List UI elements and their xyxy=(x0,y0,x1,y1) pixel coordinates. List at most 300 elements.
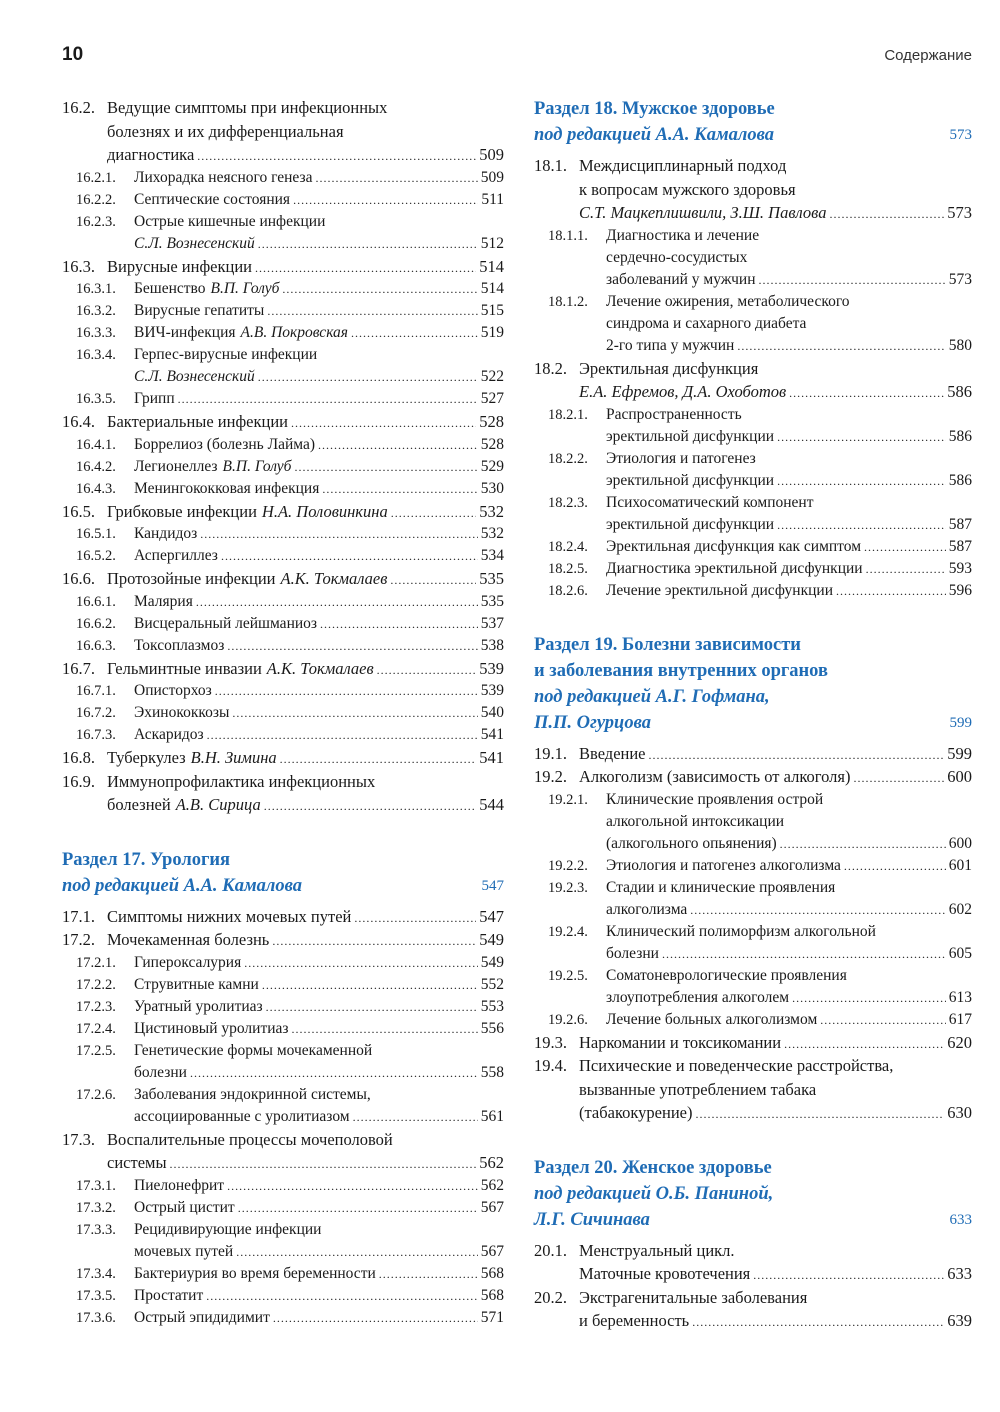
toc-line xyxy=(62,167,504,189)
entry-text xyxy=(606,987,972,1009)
toc-entry[interactable] xyxy=(534,448,972,492)
entry-text xyxy=(134,1197,504,1219)
entry-page: 528 xyxy=(480,435,504,453)
entry-title: болезнях и их дифференциальная xyxy=(107,121,344,141)
entry-number: 19.2.3. xyxy=(548,879,588,896)
dot-leader xyxy=(351,322,478,344)
toc-entry[interactable] xyxy=(534,742,972,766)
dot-leader xyxy=(354,907,476,931)
dot-leader xyxy=(197,145,476,169)
entry-text xyxy=(606,269,972,291)
entry-page: 541 xyxy=(480,726,504,743)
toc-line xyxy=(534,558,972,580)
dot-leader xyxy=(215,680,478,702)
entry-author: А.В. Сирица xyxy=(175,795,261,814)
entry-text xyxy=(606,247,972,269)
toc-entry[interactable] xyxy=(62,300,504,322)
toc-line xyxy=(62,1062,504,1084)
entry-number: 18.2.5. xyxy=(548,560,588,577)
toc-entry[interactable] xyxy=(62,657,504,681)
entry-text xyxy=(134,1219,504,1241)
toc-entry[interactable] xyxy=(62,567,504,591)
entry-text xyxy=(134,211,504,233)
section-title: Раздел 18. Мужское здоровье xyxy=(534,99,775,119)
toc-entry[interactable] xyxy=(62,434,504,456)
toc-entry[interactable] xyxy=(62,613,504,635)
entry-page: 596 xyxy=(948,581,972,599)
entry-title: Боррелиоз (болезнь Лайма) xyxy=(134,435,315,453)
dot-leader xyxy=(737,335,945,357)
entry-title: эректильной дисфункции xyxy=(606,515,775,533)
entry-page: 509 xyxy=(480,168,504,186)
dot-leader xyxy=(200,523,478,545)
entry-text xyxy=(134,233,504,255)
entry-number: 17.3.5. xyxy=(76,1287,116,1304)
dot-leader xyxy=(780,833,946,855)
entry-number: 16.7.1. xyxy=(76,683,116,699)
toc-line xyxy=(62,974,504,996)
entry-title: Диагностика и лечение xyxy=(606,226,760,244)
toc-entry[interactable] xyxy=(534,536,972,558)
entry-title: Заболевания эндокринной системы, xyxy=(134,1085,371,1103)
section-title: и заболевания внутренних органов xyxy=(534,660,828,681)
entry-title: Аспергиллез xyxy=(134,547,218,564)
entry-title: Аскаридоз xyxy=(134,726,204,743)
toc-entry[interactable] xyxy=(62,545,504,567)
toc-entry[interactable] xyxy=(62,456,504,478)
toc-line xyxy=(62,952,504,974)
toc-entry[interactable] xyxy=(534,291,972,357)
entry-title: Струвитные камни xyxy=(134,975,259,993)
toc-line xyxy=(534,1262,972,1286)
entry-title: (алкогольного опьянения) xyxy=(606,834,777,852)
entry-text xyxy=(134,952,504,974)
toc-entry[interactable] xyxy=(62,996,504,1018)
entry-text xyxy=(606,536,972,558)
entry-text xyxy=(606,833,972,855)
entry-number: 16.6. xyxy=(62,569,95,588)
entry-title: эректильной дисфункции xyxy=(606,471,775,489)
entry-number: 16.5.2. xyxy=(76,548,116,564)
toc-entry[interactable] xyxy=(62,680,504,702)
dot-leader xyxy=(353,1106,478,1128)
toc-entry[interactable] xyxy=(62,635,504,657)
dot-leader xyxy=(272,930,476,954)
section-editor-line xyxy=(534,122,972,148)
entry-page: 540 xyxy=(480,704,504,721)
entry-number: 17.2.4. xyxy=(76,1020,116,1037)
entry-text xyxy=(107,746,504,772)
entry-author: С.Л. Вознесенский xyxy=(134,368,255,385)
entry-text xyxy=(579,178,972,202)
dot-leader xyxy=(662,943,946,965)
entry-number: 17.3. xyxy=(62,1129,95,1149)
dot-leader xyxy=(258,233,478,255)
entry-title: болезней xyxy=(107,795,171,814)
entry-text xyxy=(606,404,972,426)
entry-title: Кандидоз xyxy=(134,525,198,542)
dot-leader xyxy=(391,502,477,526)
entry-number: 16.2. xyxy=(62,98,95,117)
toc-line xyxy=(62,567,504,591)
toc-line xyxy=(62,905,504,929)
entry-page: 519 xyxy=(480,324,504,341)
toc-line xyxy=(534,789,972,811)
toc-entry[interactable] xyxy=(62,523,504,545)
toc-entry[interactable] xyxy=(62,1219,504,1263)
toc-line xyxy=(534,1009,972,1031)
entry-page: 549 xyxy=(480,953,504,971)
section-heading[interactable] xyxy=(62,847,504,899)
entry-title: Острый эпидидимит xyxy=(134,1308,270,1326)
entry-title: Экстрагенитальные заболевания xyxy=(579,1287,808,1307)
entry-text xyxy=(107,1151,504,1177)
entry-page: 586 xyxy=(947,382,972,401)
entry-text xyxy=(134,189,504,211)
toc-entry[interactable] xyxy=(62,1084,504,1128)
toc-entry[interactable] xyxy=(62,928,504,952)
entry-text xyxy=(134,724,504,746)
toc-entry[interactable] xyxy=(534,765,972,789)
dot-leader xyxy=(262,974,478,996)
entry-number: 16.8. xyxy=(62,748,95,767)
toc-line xyxy=(62,456,504,478)
toc-entry[interactable] xyxy=(534,1054,972,1125)
entry-number: 17.3.1. xyxy=(76,1177,116,1194)
entry-number: 16.3.3. xyxy=(76,325,116,341)
toc-entry[interactable] xyxy=(534,404,972,448)
entry-title: Психические и поведенческие расстройства, xyxy=(579,1056,894,1075)
toc-line xyxy=(62,1151,504,1175)
toc-entry[interactable] xyxy=(534,357,972,404)
entry-text xyxy=(107,255,504,281)
entry-text xyxy=(579,1309,972,1335)
entry-text xyxy=(134,545,504,567)
section-heading[interactable] xyxy=(534,96,972,148)
entry-title: Лечение эректильной дисфункции xyxy=(606,581,833,599)
entry-text xyxy=(107,96,504,120)
toc-line xyxy=(534,921,972,943)
dot-leader xyxy=(320,613,478,635)
entry-page: 562 xyxy=(479,1153,504,1172)
entry-author: Е.А. Ефремов, Д.А. Охоботов xyxy=(579,382,787,401)
dot-leader xyxy=(854,767,945,791)
toc-right-column xyxy=(534,96,972,1333)
toc-entry[interactable] xyxy=(62,96,504,167)
entry-number: 18.2.4. xyxy=(548,538,588,555)
toc-line xyxy=(62,500,504,524)
entry-text xyxy=(606,492,972,514)
entry-number: 16.2.1. xyxy=(76,169,116,186)
dot-leader xyxy=(238,1197,478,1219)
toc-line xyxy=(62,189,504,211)
toc-entry[interactable] xyxy=(534,877,972,921)
section-editor-line xyxy=(534,1207,972,1233)
dot-leader xyxy=(227,1175,478,1197)
toc-entry[interactable] xyxy=(534,492,972,536)
entry-title: Бактериурия во время беременности xyxy=(134,1264,376,1282)
entry-page: 535 xyxy=(479,569,504,588)
toc-entry[interactable] xyxy=(534,1031,972,1055)
dot-leader xyxy=(777,514,946,536)
toc-line xyxy=(62,1040,504,1062)
toc-line xyxy=(534,1101,972,1125)
toc-line xyxy=(62,366,504,388)
entry-text xyxy=(606,943,972,965)
section-heading[interactable] xyxy=(534,632,972,736)
section-editor: Л.Г. Сичинава xyxy=(534,1209,650,1230)
entry-number: 18.2. xyxy=(534,358,567,378)
toc-entry[interactable] xyxy=(62,905,504,929)
toc-entry[interactable] xyxy=(62,591,504,613)
entry-text xyxy=(134,613,504,635)
entry-number: 16.6.2. xyxy=(76,615,116,632)
entry-text xyxy=(107,1128,504,1152)
section-editor-line xyxy=(534,710,972,736)
toc-line xyxy=(62,1307,504,1329)
entry-text xyxy=(606,921,972,943)
toc-entry[interactable] xyxy=(534,855,972,877)
entry-author: А.К. Токмалаев xyxy=(280,569,388,588)
entry-author: А.В. Покровская xyxy=(240,324,349,341)
entry-text xyxy=(606,899,972,921)
entry-number: 16.5.1. xyxy=(76,526,116,542)
toc-entry[interactable] xyxy=(534,558,972,580)
dot-leader xyxy=(379,1263,478,1285)
toc-line xyxy=(534,536,972,558)
entry-author: В.П. Голуб xyxy=(210,280,280,297)
entry-text xyxy=(606,470,972,492)
toc-entry[interactable] xyxy=(62,344,504,388)
toc-entry[interactable] xyxy=(62,255,504,279)
toc-line xyxy=(62,996,504,1018)
entry-text xyxy=(579,1031,972,1057)
entry-page: 600 xyxy=(948,834,972,852)
toc-entry[interactable] xyxy=(62,388,504,410)
entry-text xyxy=(134,1106,504,1128)
toc-line xyxy=(62,770,504,794)
entry-text xyxy=(606,558,972,580)
toc-line xyxy=(62,143,504,167)
entry-title: Лечение больных алкоголизмом xyxy=(606,1010,818,1028)
toc-entry[interactable] xyxy=(62,322,504,344)
toc-line xyxy=(534,335,972,357)
toc-entry[interactable] xyxy=(62,1285,504,1307)
entry-text xyxy=(134,591,504,613)
entry-text xyxy=(134,1062,504,1084)
entry-title: Острые кишечные инфекции xyxy=(134,212,326,230)
entry-text xyxy=(134,1241,504,1263)
toc-entry[interactable] xyxy=(534,580,972,602)
entry-text xyxy=(606,448,972,470)
entry-text xyxy=(134,478,504,500)
entry-text xyxy=(579,154,972,178)
toc-line xyxy=(62,1128,504,1152)
entry-number: 17.3.2. xyxy=(76,1199,116,1216)
toc-line xyxy=(534,899,972,921)
entry-title: Грибковые инфекции xyxy=(107,501,257,521)
toc-line xyxy=(534,811,972,833)
entry-page: 528 xyxy=(479,412,504,431)
entry-title: Малярия xyxy=(134,592,193,610)
entry-page: 605 xyxy=(948,944,972,962)
section-editor: под редакцией О.Б. Паниной, xyxy=(534,1183,774,1204)
entry-text xyxy=(134,996,504,1018)
entry-title: Соматоневрологические проявления xyxy=(606,966,847,984)
toc-line xyxy=(534,855,972,877)
entry-text xyxy=(134,300,504,322)
entry-text xyxy=(606,426,972,448)
entry-title: Септические состояния xyxy=(134,190,291,208)
entry-title: Алкоголизм (зависимость от алкоголя) xyxy=(579,767,851,786)
entry-number: 20.1. xyxy=(534,1240,567,1260)
entry-page: 549 xyxy=(479,930,504,949)
entry-title: Эректильная дисфункция xyxy=(579,358,759,378)
dot-leader xyxy=(759,269,946,291)
toc-line xyxy=(62,211,504,233)
entry-title: Мочекаменная болезнь xyxy=(107,930,270,949)
dot-leader xyxy=(792,987,946,1009)
toc-entry[interactable] xyxy=(534,921,972,965)
toc-entry[interactable] xyxy=(62,278,504,300)
dot-leader xyxy=(255,257,476,281)
entry-text xyxy=(107,120,504,144)
dot-leader xyxy=(777,426,946,448)
entry-page: 633 xyxy=(947,1264,972,1283)
entry-text xyxy=(579,201,972,227)
dot-leader xyxy=(170,1153,477,1177)
entry-title: 2-го типа у мужчин xyxy=(606,336,735,354)
entry-number: 19.2.4. xyxy=(548,923,588,940)
entry-text xyxy=(606,877,972,899)
toc-entry[interactable] xyxy=(62,1018,504,1040)
entry-page: 541 xyxy=(479,748,504,767)
entry-text xyxy=(134,1084,504,1106)
toc-entry[interactable] xyxy=(62,1128,504,1175)
toc-entry[interactable] xyxy=(62,1263,504,1285)
toc-entry[interactable] xyxy=(62,1040,504,1084)
section-heading[interactable] xyxy=(534,1155,972,1233)
entry-page: 537 xyxy=(480,614,504,632)
dot-leader xyxy=(695,1103,944,1127)
dot-leader xyxy=(264,795,477,819)
entry-text xyxy=(107,567,504,593)
toc-entry[interactable] xyxy=(62,167,504,189)
toc-line xyxy=(534,965,972,987)
entry-page: 600 xyxy=(947,767,972,786)
entry-number: 18.2.6. xyxy=(548,582,588,599)
entry-page: 617 xyxy=(948,1010,972,1028)
toc-line xyxy=(62,322,504,344)
entry-title: Клинический полиморфизм алкогольной xyxy=(606,922,876,940)
entry-number: 17.2.1. xyxy=(76,954,116,971)
toc-entry[interactable] xyxy=(534,225,972,291)
dot-leader xyxy=(844,855,946,877)
entry-number: 16.3.5. xyxy=(76,391,116,407)
toc-line xyxy=(534,1031,972,1055)
dot-leader xyxy=(753,1264,944,1288)
entry-text xyxy=(107,793,504,819)
entry-number: 17.2.6. xyxy=(76,1086,116,1103)
entry-number: 16.7.2. xyxy=(76,705,116,721)
entry-text xyxy=(134,344,504,366)
entry-title: Этиология и патогенез xyxy=(606,449,756,467)
toc-entry[interactable] xyxy=(62,1307,504,1329)
entry-title: Диагностика эректильной дисфункции xyxy=(606,559,863,577)
entry-number: 16.5. xyxy=(62,501,95,521)
toc-line xyxy=(534,448,972,470)
toc-entry[interactable] xyxy=(62,410,504,434)
toc-entry[interactable] xyxy=(62,702,504,724)
entry-text xyxy=(606,811,972,833)
toc-entry[interactable] xyxy=(62,211,504,255)
entry-text xyxy=(606,789,972,811)
toc-entry[interactable] xyxy=(62,724,504,746)
toc-entry[interactable] xyxy=(62,770,504,817)
dot-leader xyxy=(280,748,477,772)
entry-page: 561 xyxy=(480,1107,504,1125)
dot-leader xyxy=(207,724,478,746)
toc-line xyxy=(534,833,972,855)
dot-leader xyxy=(784,1033,944,1057)
toc-entry[interactable] xyxy=(62,500,504,524)
entry-number: 16.3.1. xyxy=(76,281,116,297)
entry-page: 512 xyxy=(480,234,504,252)
toc-line xyxy=(62,928,504,952)
toc-entry[interactable] xyxy=(62,1175,504,1197)
entry-title: и беременность xyxy=(579,1311,690,1330)
toc-entry[interactable] xyxy=(534,154,972,225)
entry-page: 562 xyxy=(480,1176,504,1194)
entry-title: Эректильная дисфункция как симптом xyxy=(606,537,862,555)
toc-entry[interactable] xyxy=(534,1009,972,1031)
toc-entry[interactable] xyxy=(62,189,504,211)
entry-title: Туберкулез xyxy=(107,748,186,767)
toc-entry[interactable] xyxy=(62,478,504,500)
toc-line xyxy=(62,657,504,681)
entry-title: Введение xyxy=(579,743,646,763)
entry-page: 530 xyxy=(480,479,504,497)
entry-text xyxy=(134,1175,504,1197)
toc-entry[interactable] xyxy=(534,965,972,1009)
toc-entry[interactable] xyxy=(534,789,972,855)
entry-title: Герпес-вирусные инфекции xyxy=(134,346,318,363)
entry-text xyxy=(579,765,972,791)
toc-line xyxy=(62,434,504,456)
toc-entry[interactable] xyxy=(62,746,504,770)
entry-text xyxy=(134,388,504,410)
entry-title: Вирусные инфекции xyxy=(107,256,252,276)
page-header xyxy=(62,44,972,72)
entry-text xyxy=(107,770,504,794)
entry-page: 532 xyxy=(479,501,504,521)
entry-number: 16.6.1. xyxy=(76,593,116,610)
running-head: Содержание xyxy=(884,47,972,64)
toc-entry[interactable] xyxy=(534,1286,972,1333)
toc-entry[interactable] xyxy=(62,1197,504,1219)
toc-entry[interactable] xyxy=(62,952,504,974)
entry-title: болезни xyxy=(134,1063,187,1081)
toc-entry[interactable] xyxy=(62,974,504,996)
entry-number: 16.4.2. xyxy=(76,458,116,475)
toc-line xyxy=(534,1054,972,1078)
entry-title: Воспалительные процессы мочеполовой xyxy=(107,1129,393,1149)
entry-page: 529 xyxy=(480,457,504,475)
dot-leader xyxy=(293,189,478,211)
entry-number: 17.1. xyxy=(62,906,95,926)
toc-left-column xyxy=(62,96,504,1329)
toc-entry[interactable] xyxy=(534,1239,972,1286)
